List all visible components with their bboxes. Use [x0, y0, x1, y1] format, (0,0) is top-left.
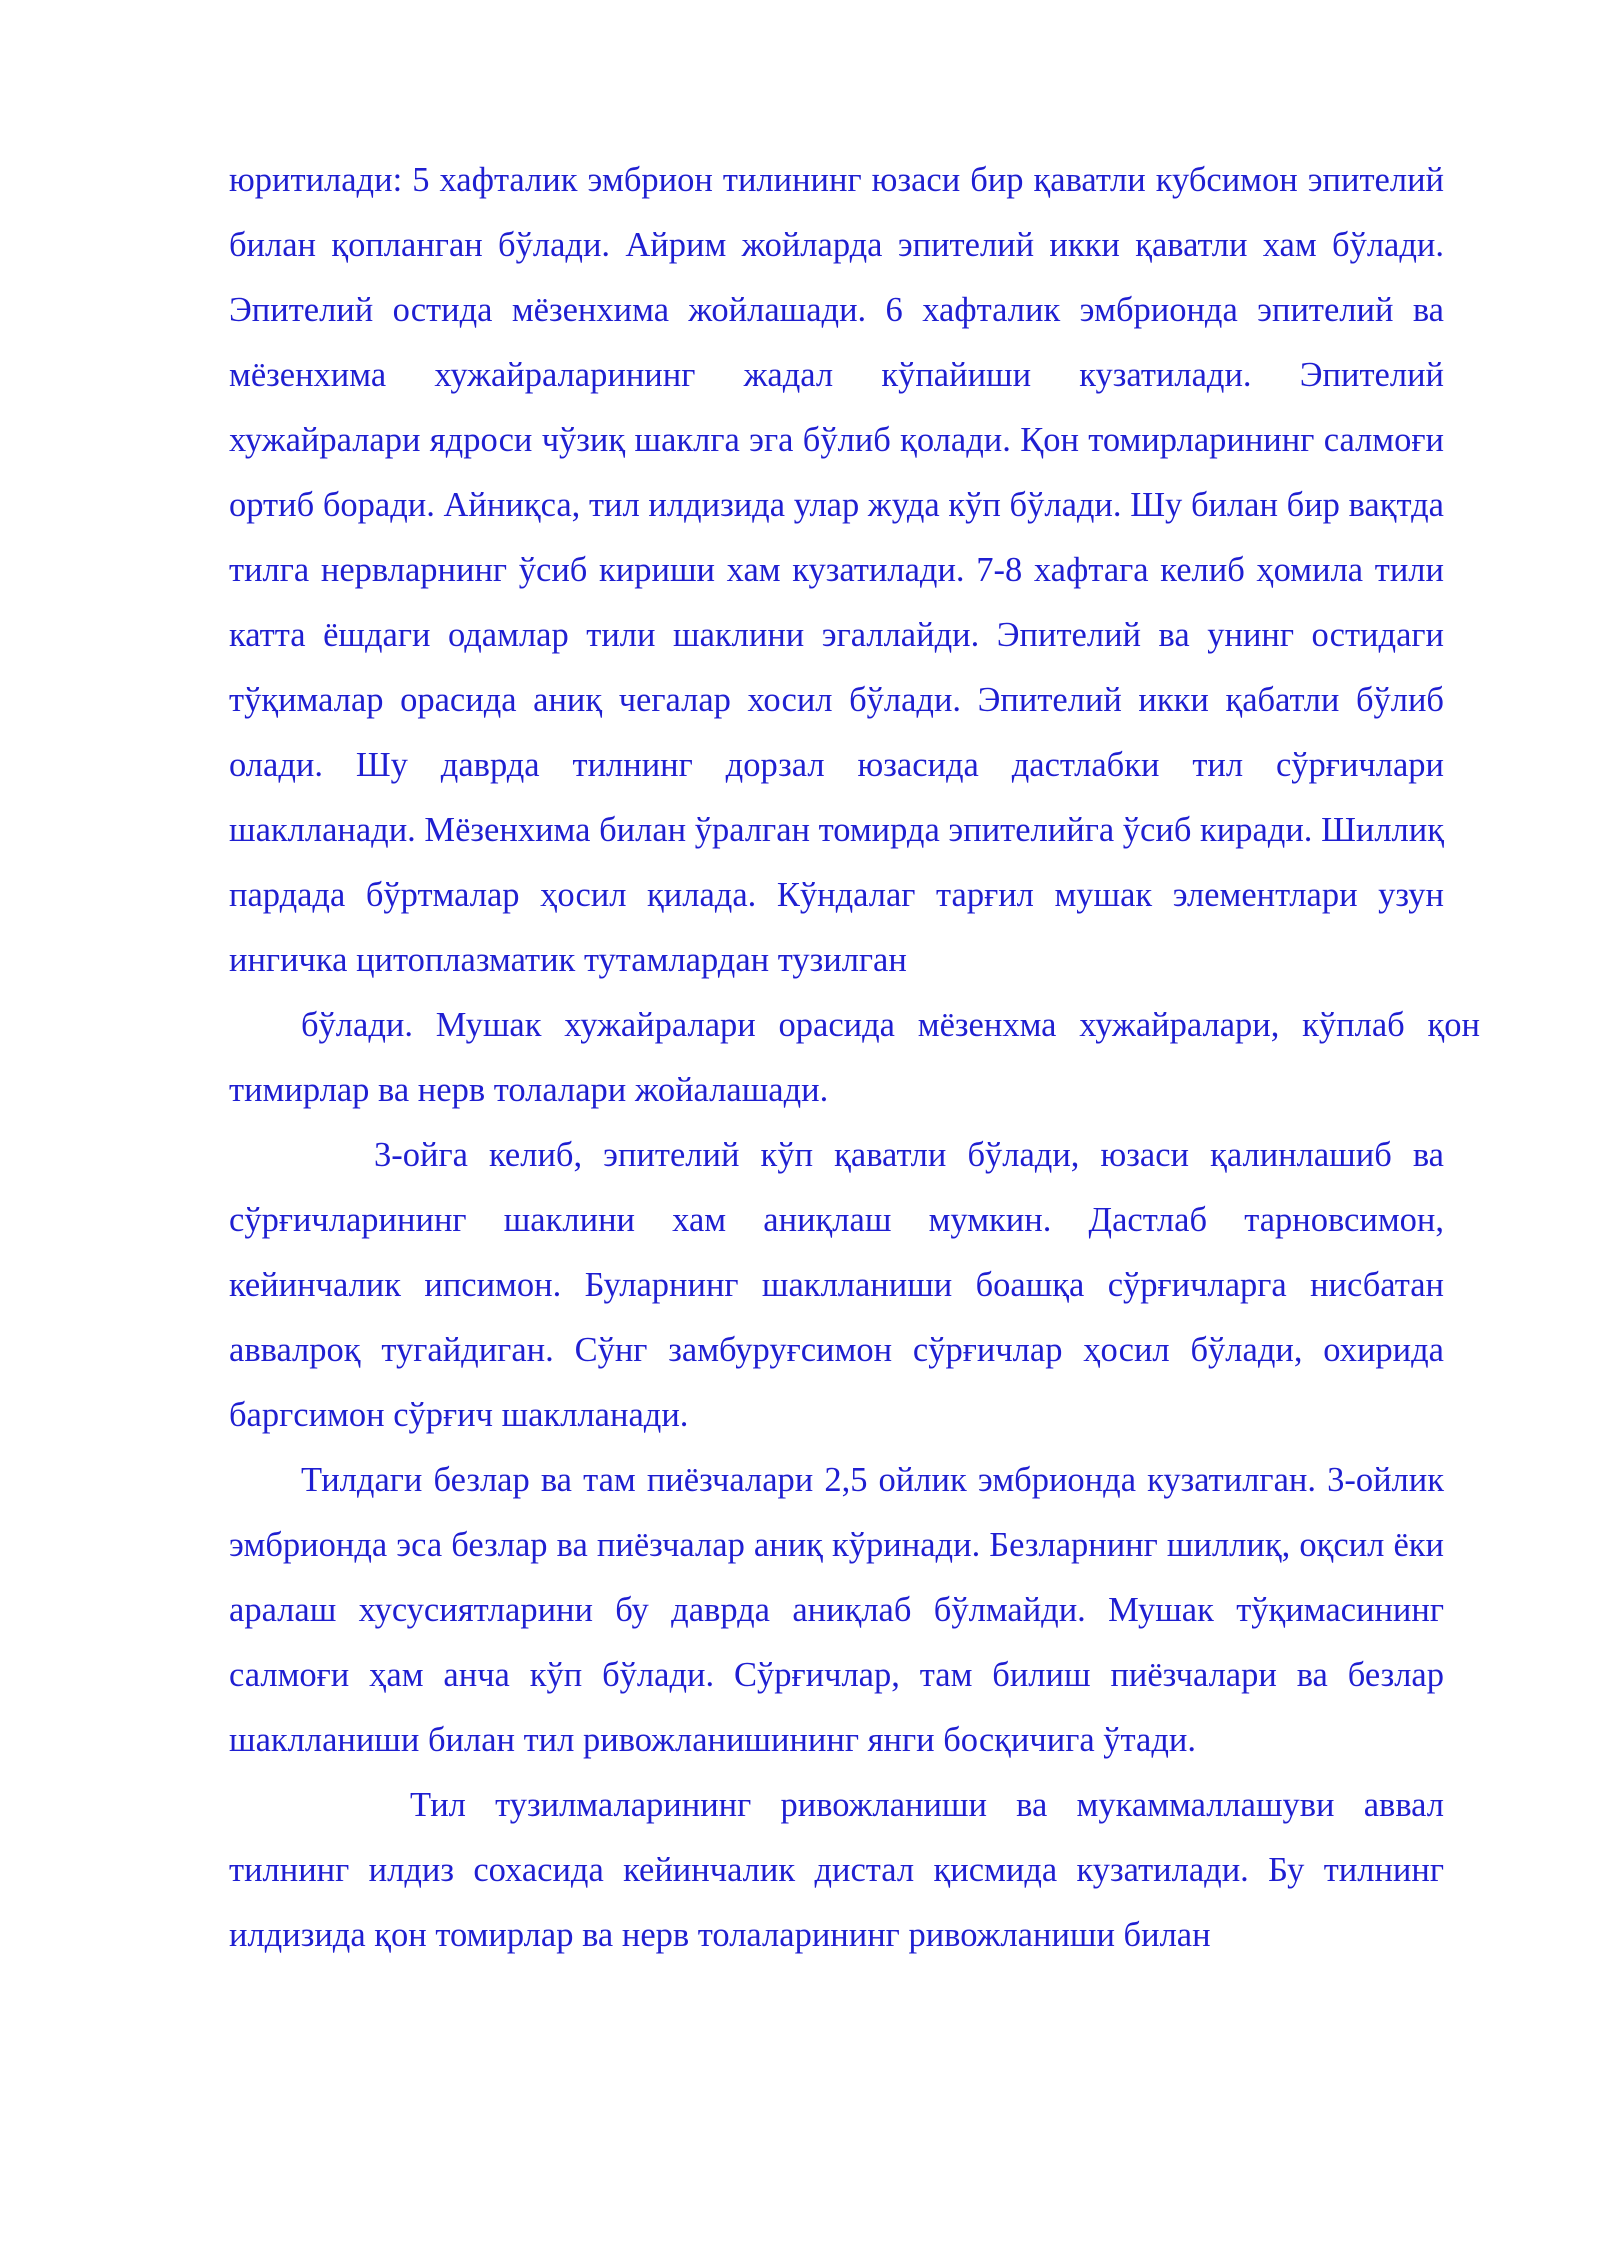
paragraph-4: Тилдаги безлар ва там пиёзчалари 2,5 ойлик эмбрионда кузатилган. 3-ойлик эмбрионда эса безлар ва пиёзчалар аниқ кўринади. Безларнинг шиллиқ, оқсил ёки аралаш хусусиятларини бу даврда аниқлаб бўлмайди. Мушак тўқимасининг салмоғи ҳам анча кўп бўлади. Сўрғичлар, там билиш пиёзчалари ва безлар шаклланиши билан тил ривожланишининг янги босқичига ўтади.	[229, 1461, 1444, 1759]
paragraph-5: Тил тузилмаларининг ривожланиши ва мукаммаллашуви аввал тилнинг илдиз сохасида кейинчалик дистал қисмида кузатилади. Бу тилнинг илдизида қон томирлар ва нерв толаларининг ривожланиши билан	[229, 1786, 1444, 1954]
document-body	[229, 148, 1480, 1968]
paragraph-3: 3-ойга келиб, эпителий кўп қаватли бўлади, юзаси қалинлашиб ва сўрғичларининг шаклини хам аниқлаш мумкин. Дастлаб тарновсимон, кейинчалик ипсимон. Буларнинг шаклланиши боашқа сўрғичларга нисбатан аввалроқ тугайдиган. Сўнг замбуруғсимон сўрғичлар ҳосил бўлади, охирида баргсимон сўрғич шаклланади.	[229, 1136, 1444, 1434]
paragraph-2: бўлади. Мушак хужайралари орасида мёзенхма хужайралари, кўплаб қон тимирлар ва нерв толалари жойалашади.	[229, 1006, 1480, 1109]
paragraph-1: юритилади: 5 хафталик эмбрион тилининг юзаси бир қаватли кубсимон эпителий билан қопланган бўлади. Айрим жойларда эпителий икки қаватли хам бўлади. Эпителий остида мёзенхима жойлашади. 6 хафталик эмбрионда эпителий ва мёзенхима хужайраларининг жадал кўпайиши кузатилади. Эпителий хужайралари ядроси чўзиқ шаклга эга бўлиб қолади. Қон томирларининг салмоғи ортиб боради. Айниқса, тил илдизида улар жуда кўп бўлади. Шу билан бир вақтда тилга нервларнинг ўсиб кириши хам кузатилади. 7-8 хафтага келиб ҳомила тили катта ёшдаги одамлар тили шаклини эгаллайди. Эпителий ва унинг остидаги тўқималар орасида аниқ чегалар хосил бўлади. Эпителий икки қабатли бўлиб олади. Шу даврда тилнинг дорзал юзасида дастлабки тил сўрғичлари шаклланади. Мёзенхима билан ўралган томирда эпителийга ўсиб киради. Шиллиқ пардада бўртмалар ҳосил қилада. Кўндалаг тарғил мушак элементлари узун ингичка цитоплазматик тутамлардан тузилган	[229, 161, 1444, 979]
